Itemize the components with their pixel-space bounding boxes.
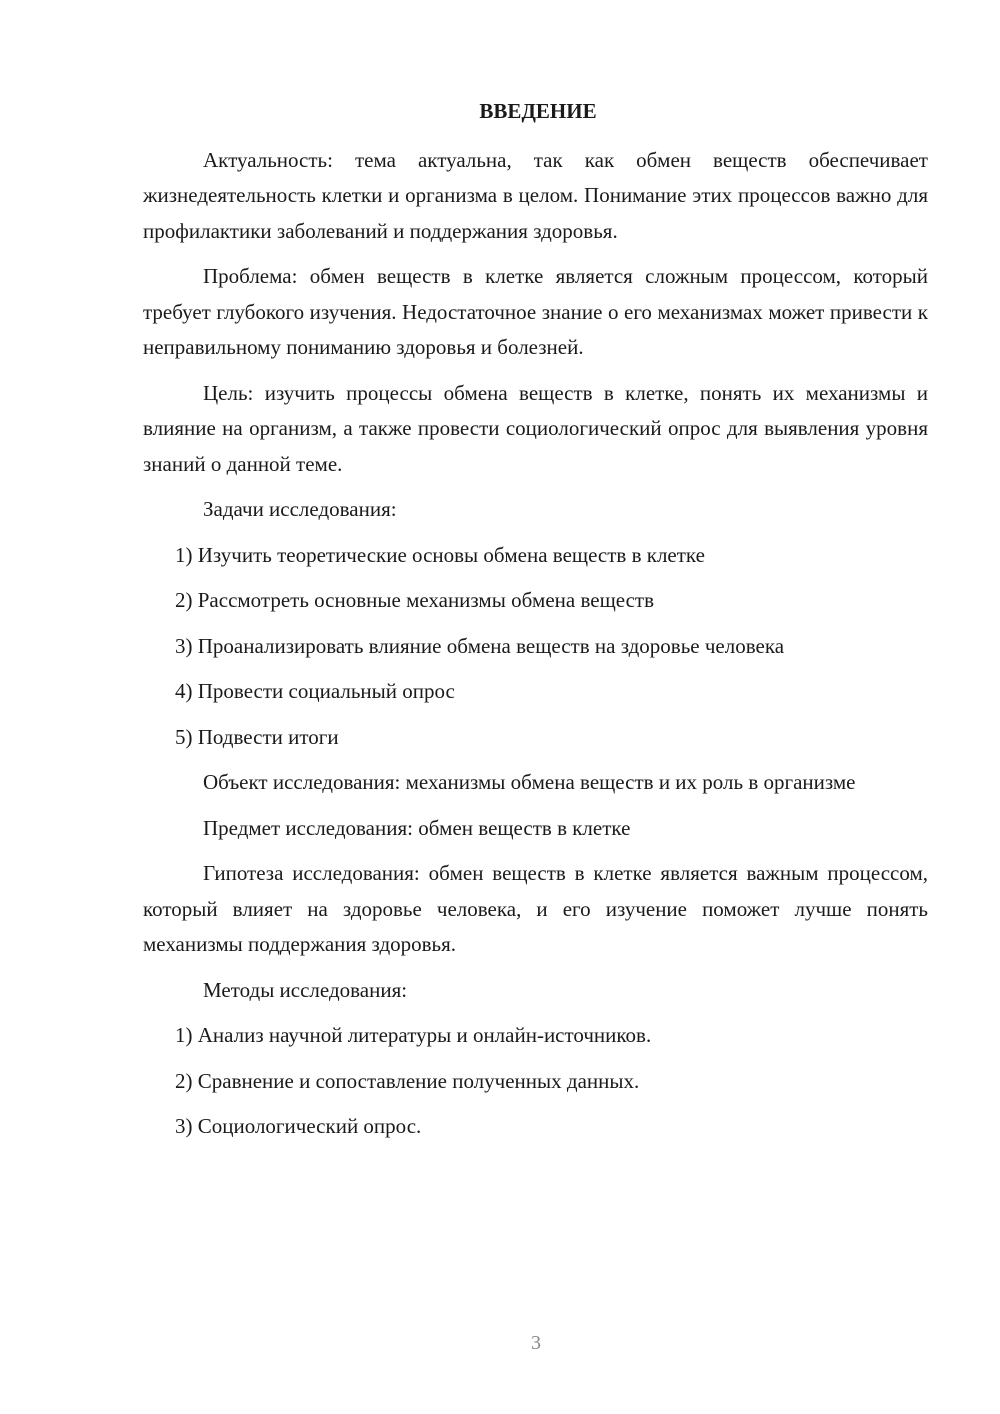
- document-page: [143, 94, 928, 1155]
- task-item: 2) Рассмотреть основные механизмы обмена веществ: [175, 588, 655, 612]
- problem-paragraph: Проблема: обмен веществ в клетке является сложным процессом, который требует глубокого изучения. Недостаточное знание о его механизмах может привести к неправильному пониманию здоровья и болезней.: [143, 264, 928, 359]
- tasks-list: [143, 538, 928, 756]
- tasks-heading: Задачи исследования:: [203, 497, 397, 521]
- goal-paragraph: Цель: изучить процессы обмена веществ в клетке, понять их механизмы и влияние на организм, а также провести социологический опрос для выявления уровня знаний о данной теме.: [143, 380, 928, 476]
- task-item: 3) Проанализировать влияние обмена веществ на здоровье человека: [175, 633, 785, 658]
- relevance-paragraph: Актуальность: тема актуальна, так как обмен веществ обеспечивает жизнедеятельность клетки и организма в целом. Понимание этих процессов важно для профилактики заболеваний и поддержания здоровья.: [143, 147, 928, 243]
- object-paragraph: Объект исследования: механизмы обмена веществ и их роль в организме: [203, 770, 856, 794]
- method-item: 3) Социологический опрос.: [175, 1114, 422, 1138]
- task-item: 5) Подвести итоги: [175, 724, 339, 749]
- hypothesis-paragraph: Гипотеза исследования: обмен веществ в клетке является важным процессом, который влияет на здоровье человека, и его изучение поможет лучше понять механизмы поддержания здоровья.: [143, 861, 928, 956]
- subject-paragraph: Предмет исследования: обмен веществ в клетке: [203, 815, 631, 840]
- method-item: 1) Анализ научной литературы и онлайн-источников.: [175, 1023, 652, 1047]
- methods-list: [143, 1018, 928, 1145]
- methods-heading: Методы исследования:: [203, 977, 408, 1002]
- task-item: 1) Изучить теоретические основы обмена веществ в клетке: [175, 542, 705, 567]
- method-item: 2) Сравнение и сопоставление полученных данных.: [175, 1068, 640, 1093]
- task-item: 4) Провести социальный опрос: [175, 679, 455, 703]
- document-title: ВВЕДЕНИЕ: [479, 99, 597, 123]
- page-number: 3: [531, 1332, 541, 1354]
